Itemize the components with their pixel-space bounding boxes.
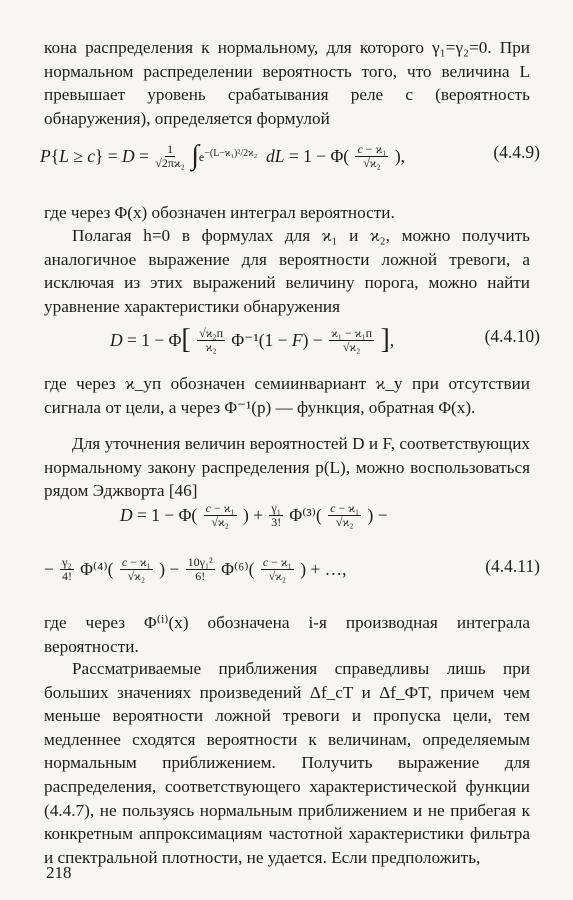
equation-4-4-11-line1: D = 1 − Φ( $\frac{\text{c − ϰ₁}}{\text{√ϰ₂}}$ ) + $\frac{\text{γ₁}}{3!}$ Φ⁽³⁾( $\frac{\text{c − ϰ₁}}{\text{√ϰ₂}}$ ) − [120, 501, 388, 529]
equation-4-4-9: P{L ≥ c} = D = $\frac{1}{\text{√2πϰ₂}}$ $\int e^{-(L-ϰ_1)^2/2ϰ_2}$ dL = 1 − Φ( $\frac{\text{c − ϰ₁}}{\text{√ϰ₂}}$ ), (4.4.9) [40, 140, 540, 171]
paragraph-5: Для уточнения величин вероятностей D и F, соответствующих нормальному закону распределения p(L), можно воспользоваться рядом Эджворта [46] [44, 434, 530, 501]
equation-label: (4.4.11) [485, 556, 540, 576]
equation-label: (4.4.10) [484, 326, 540, 346]
page-number: 218 [46, 863, 72, 882]
equation-label: (4.4.9) [493, 142, 540, 162]
paragraph-3: Полагая h=0 в формулах для ϰ₁ и ϰ₂, можно получить аналогичное выражение для вероятности ложной тревоги, а исключая из этих выражений величину порога, можно найти уравнение характеристики обнаружения [44, 226, 530, 316]
paragraph-7: Рассматриваемые приближения справедливы лишь при больших значениях произведений Δf_cT и Δf_ФT, причем чем меньше вероятности ложной тревоги и пропуска цели, тем медленнее сходятся вероятности к величинам, определяемым нормальным приближением. Получить выражение для распределения, соответствующего характеристической функции (4.4.7), не пользуясь нормальным приближением и не прибегая к конкретным аппроксимациям частотной характеристики фильтра и спектральной плотности, не удается. Если предположить, [44, 659, 530, 867]
paragraph-4: где через ϰ_уп обозначен семиинвариант ϰ_у при отсутствии сигнала от цели, а через Φ⁻¹(p) — функция, обратная Φ(x). [44, 374, 530, 417]
equation-4-4-11-line2: − $\frac{\text{γ₂}}{4!}$ Φ⁽⁴⁾( $\frac{\text{c − ϰ₁}}{\text{√ϰ₂}}$ ) − $\frac{\text{10γ₁²}}{6!}$ Φ⁽⁶⁾( $\frac{\text{c − ϰ₁}}{\text{√ϰ₂}}$ ) + …, (4.4.11) [44, 555, 540, 583]
equation-4-4-10: D = 1 − Φ[ $\frac{\text{√ϰ₂п}}{\text{ϰ₂}}$ Φ⁻¹(1 − F) − $\frac{\text{ϰ₁ − ϰ₁п}}{\text{√ϰ₂}}$ ], (4.4.10) [110, 324, 540, 355]
paragraph-1: кона распределения к нормальному, для которого γ₁=γ₂=0. При нормальном распределении вероятность того, что величина L превышает уровень срабатывания реле c (вероятность обнаружения), определяется формулой [44, 38, 530, 128]
paragraph-6: где через Φ⁽ⁱ⁾(x) обозначена i-я производная интеграла вероятности. [44, 613, 530, 656]
paragraph-2: где через Φ(x) обозначен интеграл вероятности. [44, 203, 395, 222]
